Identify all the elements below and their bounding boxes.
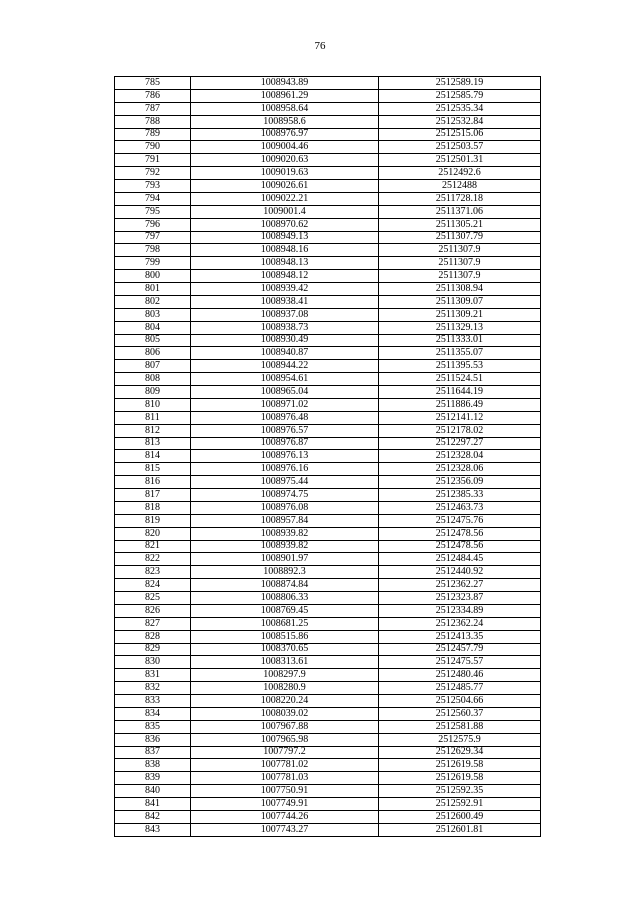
- x-coordinate-cell: 1008874.84: [191, 579, 379, 592]
- table-row: [115, 476, 541, 489]
- point-number-cell: 804: [115, 321, 191, 334]
- y-coordinate-cell: 2512600.49: [379, 810, 541, 823]
- x-coordinate-cell: 1008901.97: [191, 553, 379, 566]
- y-coordinate-cell: 2511307.79: [379, 231, 541, 244]
- point-number-cell: 816: [115, 476, 191, 489]
- x-coordinate-cell: 1007965.98: [191, 733, 379, 746]
- point-number-cell: 787: [115, 102, 191, 115]
- x-coordinate-cell: 1008930.49: [191, 334, 379, 347]
- y-coordinate-cell: 2512334.89: [379, 604, 541, 617]
- table-row: [115, 604, 541, 617]
- point-number-cell: 819: [115, 514, 191, 527]
- point-number-cell: 788: [115, 115, 191, 128]
- y-coordinate-cell: 2511307.9: [379, 257, 541, 270]
- x-coordinate-cell: 1008965.04: [191, 386, 379, 399]
- point-number-cell: 833: [115, 695, 191, 708]
- y-coordinate-cell: 2512503.57: [379, 141, 541, 154]
- x-coordinate-cell: 1008220.24: [191, 695, 379, 708]
- point-number-cell: 795: [115, 205, 191, 218]
- y-coordinate-cell: 2511333.01: [379, 334, 541, 347]
- point-number-cell: 817: [115, 489, 191, 502]
- point-number-cell: 800: [115, 270, 191, 283]
- point-number-cell: 820: [115, 527, 191, 540]
- y-coordinate-cell: 2512592.35: [379, 785, 541, 798]
- y-coordinate-cell: 2511395.53: [379, 360, 541, 373]
- point-number-cell: 797: [115, 231, 191, 244]
- point-number-cell: 842: [115, 810, 191, 823]
- table-row: [115, 823, 541, 836]
- point-number-cell: 815: [115, 463, 191, 476]
- table-row: [115, 154, 541, 167]
- x-coordinate-cell: 1008940.87: [191, 347, 379, 360]
- y-coordinate-cell: 2512560.37: [379, 707, 541, 720]
- x-coordinate-cell: 1009019.63: [191, 167, 379, 180]
- point-number-cell: 794: [115, 192, 191, 205]
- x-coordinate-cell: 1008948.13: [191, 257, 379, 270]
- x-coordinate-cell: 1008975.44: [191, 476, 379, 489]
- y-coordinate-cell: 2512323.87: [379, 592, 541, 605]
- y-coordinate-cell: 2511644.19: [379, 386, 541, 399]
- x-coordinate-cell: 1008976.13: [191, 450, 379, 463]
- point-number-cell: 818: [115, 501, 191, 514]
- table-row: [115, 283, 541, 296]
- table-row: [115, 102, 541, 115]
- table-row: [115, 398, 541, 411]
- table-row: [115, 501, 541, 514]
- x-coordinate-cell: 1008949.13: [191, 231, 379, 244]
- table-row: [115, 89, 541, 102]
- table-row: [115, 785, 541, 798]
- point-number-cell: 839: [115, 772, 191, 785]
- table-row: [115, 141, 541, 154]
- table-row: [115, 643, 541, 656]
- point-number-cell: 836: [115, 733, 191, 746]
- x-coordinate-cell: 1008976.16: [191, 463, 379, 476]
- x-coordinate-cell: 1008971.02: [191, 398, 379, 411]
- table-row: [115, 695, 541, 708]
- x-coordinate-cell: 1008039.02: [191, 707, 379, 720]
- point-number-cell: 806: [115, 347, 191, 360]
- table-row: [115, 527, 541, 540]
- x-coordinate-cell: 1008938.41: [191, 295, 379, 308]
- page-number: 76: [314, 40, 326, 52]
- table-row: [115, 540, 541, 553]
- table-row: [115, 450, 541, 463]
- y-coordinate-cell: 2512601.81: [379, 823, 541, 836]
- point-number-cell: 832: [115, 682, 191, 695]
- table-row: [115, 115, 541, 128]
- table-row: [115, 463, 541, 476]
- y-coordinate-cell: 2512328.04: [379, 450, 541, 463]
- point-number-cell: 835: [115, 720, 191, 733]
- table-row: [115, 489, 541, 502]
- y-coordinate-cell: 2511309.21: [379, 308, 541, 321]
- x-coordinate-cell: 1007744.26: [191, 810, 379, 823]
- table-row: [115, 682, 541, 695]
- table-row: [115, 386, 541, 399]
- table-row: [115, 192, 541, 205]
- x-coordinate-cell: 1008954.61: [191, 373, 379, 386]
- point-number-cell: 823: [115, 566, 191, 579]
- x-coordinate-cell: 1008313.61: [191, 656, 379, 669]
- x-coordinate-cell: 1007967.88: [191, 720, 379, 733]
- x-coordinate-cell: 1007749.91: [191, 798, 379, 811]
- x-coordinate-cell: 1007781.03: [191, 772, 379, 785]
- point-number-cell: 837: [115, 746, 191, 759]
- table-row: [115, 218, 541, 231]
- x-coordinate-cell: 1007781.02: [191, 759, 379, 772]
- point-number-cell: 821: [115, 540, 191, 553]
- table-row: [115, 656, 541, 669]
- point-number-cell: 809: [115, 386, 191, 399]
- y-coordinate-cell: 2511308.94: [379, 283, 541, 296]
- y-coordinate-cell: 2512619.58: [379, 772, 541, 785]
- point-number-cell: 796: [115, 218, 191, 231]
- y-coordinate-cell: 2512619.58: [379, 759, 541, 772]
- y-coordinate-cell: 2512178.02: [379, 424, 541, 437]
- point-number-cell: 826: [115, 604, 191, 617]
- point-number-cell: 810: [115, 398, 191, 411]
- point-number-cell: 841: [115, 798, 191, 811]
- x-coordinate-cell: 1009026.61: [191, 180, 379, 193]
- point-number-cell: 801: [115, 283, 191, 296]
- x-coordinate-cell: 1008974.75: [191, 489, 379, 502]
- point-number-cell: 814: [115, 450, 191, 463]
- y-coordinate-cell: 2511307.9: [379, 244, 541, 257]
- x-coordinate-cell: 1008937.08: [191, 308, 379, 321]
- y-coordinate-cell: 2512592.91: [379, 798, 541, 811]
- y-coordinate-cell: 2512504.66: [379, 695, 541, 708]
- y-coordinate-cell: 2511371.06: [379, 205, 541, 218]
- y-coordinate-cell: 2512413.35: [379, 630, 541, 643]
- y-coordinate-cell: 2512141.12: [379, 411, 541, 424]
- x-coordinate-cell: 1009004.46: [191, 141, 379, 154]
- y-coordinate-cell: 2511307.9: [379, 270, 541, 283]
- point-number-cell: 829: [115, 643, 191, 656]
- y-coordinate-cell: 2511309.07: [379, 295, 541, 308]
- table-row: [115, 231, 541, 244]
- point-number-cell: 789: [115, 128, 191, 141]
- x-coordinate-cell: 1008970.62: [191, 218, 379, 231]
- point-number-cell: 793: [115, 180, 191, 193]
- y-coordinate-cell: 2512478.56: [379, 527, 541, 540]
- x-coordinate-cell: 1007750.91: [191, 785, 379, 798]
- table-row: [115, 759, 541, 772]
- table-row: [115, 244, 541, 257]
- point-number-cell: 828: [115, 630, 191, 643]
- table-row: [115, 746, 541, 759]
- point-number-cell: 825: [115, 592, 191, 605]
- table-row: [115, 630, 541, 643]
- table-row: [115, 424, 541, 437]
- y-coordinate-cell: 2512475.57: [379, 656, 541, 669]
- point-number-cell: 838: [115, 759, 191, 772]
- y-coordinate-cell: 2512581.88: [379, 720, 541, 733]
- point-number-cell: 791: [115, 154, 191, 167]
- table-row: [115, 167, 541, 180]
- table-row: [115, 514, 541, 527]
- x-coordinate-cell: 1008976.08: [191, 501, 379, 514]
- x-coordinate-cell: 1008280.9: [191, 682, 379, 695]
- x-coordinate-cell: 1008958.64: [191, 102, 379, 115]
- point-number-cell: 785: [115, 77, 191, 90]
- point-number-cell: 827: [115, 617, 191, 630]
- x-coordinate-cell: 1008297.9: [191, 669, 379, 682]
- y-coordinate-cell: 2512463.73: [379, 501, 541, 514]
- y-coordinate-cell: 2512356.09: [379, 476, 541, 489]
- point-number-cell: 831: [115, 669, 191, 682]
- table-row: [115, 360, 541, 373]
- x-coordinate-cell: 1008370.65: [191, 643, 379, 656]
- point-number-cell: 803: [115, 308, 191, 321]
- point-number-cell: 805: [115, 334, 191, 347]
- table-row: [115, 772, 541, 785]
- table-row: [115, 334, 541, 347]
- table-row: [115, 295, 541, 308]
- y-coordinate-cell: 2511329.13: [379, 321, 541, 334]
- y-coordinate-cell: 2512328.06: [379, 463, 541, 476]
- point-number-cell: 808: [115, 373, 191, 386]
- point-number-cell: 798: [115, 244, 191, 257]
- point-number-cell: 830: [115, 656, 191, 669]
- point-number-cell: 843: [115, 823, 191, 836]
- table-row: [115, 810, 541, 823]
- table-row: [115, 707, 541, 720]
- x-coordinate-cell: 1008957.84: [191, 514, 379, 527]
- y-coordinate-cell: 2512362.24: [379, 617, 541, 630]
- y-coordinate-cell: 2512362.27: [379, 579, 541, 592]
- table-row: [115, 669, 541, 682]
- x-coordinate-cell: 1008948.16: [191, 244, 379, 257]
- table-row: [115, 308, 541, 321]
- y-coordinate-cell: 2512440.92: [379, 566, 541, 579]
- y-coordinate-cell: 2512492.6: [379, 167, 541, 180]
- y-coordinate-cell: 2512480.46: [379, 669, 541, 682]
- x-coordinate-cell: 1008681.25: [191, 617, 379, 630]
- y-coordinate-cell: 2512485.77: [379, 682, 541, 695]
- y-coordinate-cell: 2511886.49: [379, 398, 541, 411]
- point-number-cell: 807: [115, 360, 191, 373]
- x-coordinate-cell: 1007797.2: [191, 746, 379, 759]
- y-coordinate-cell: 2512532.84: [379, 115, 541, 128]
- y-coordinate-cell: 2512475.76: [379, 514, 541, 527]
- y-coordinate-cell: 2512535.34: [379, 102, 541, 115]
- x-coordinate-cell: 1008976.48: [191, 411, 379, 424]
- x-coordinate-cell: 1008944.22: [191, 360, 379, 373]
- x-coordinate-cell: 1008769.45: [191, 604, 379, 617]
- table-row: [115, 592, 541, 605]
- y-coordinate-cell: 2511355.07: [379, 347, 541, 360]
- table-row: [115, 579, 541, 592]
- table-row: [115, 720, 541, 733]
- coordinate-table: [114, 76, 541, 837]
- table-row: [115, 798, 541, 811]
- x-coordinate-cell: 1009022.21: [191, 192, 379, 205]
- x-coordinate-cell: 1009020.63: [191, 154, 379, 167]
- table-row: [115, 180, 541, 193]
- table-row: [115, 270, 541, 283]
- table-row: [115, 205, 541, 218]
- x-coordinate-cell: 1008806.33: [191, 592, 379, 605]
- x-coordinate-cell: 1008976.97: [191, 128, 379, 141]
- x-coordinate-cell: 1008948.12: [191, 270, 379, 283]
- y-coordinate-cell: 2512484.45: [379, 553, 541, 566]
- x-coordinate-cell: 1008939.42: [191, 283, 379, 296]
- x-coordinate-cell: 1009001.4: [191, 205, 379, 218]
- table-row: [115, 77, 541, 90]
- point-number-cell: 834: [115, 707, 191, 720]
- table-row: [115, 411, 541, 424]
- x-coordinate-cell: 1008892.3: [191, 566, 379, 579]
- y-coordinate-cell: 2512501.31: [379, 154, 541, 167]
- y-coordinate-cell: 2512297.27: [379, 437, 541, 450]
- point-number-cell: 802: [115, 295, 191, 308]
- table-row: [115, 373, 541, 386]
- table-row: [115, 437, 541, 450]
- y-coordinate-cell: 2512515.06: [379, 128, 541, 141]
- y-coordinate-cell: 2511524.51: [379, 373, 541, 386]
- point-number-cell: 812: [115, 424, 191, 437]
- point-number-cell: 799: [115, 257, 191, 270]
- table-row: [115, 617, 541, 630]
- y-coordinate-cell: 2512585.79: [379, 89, 541, 102]
- x-coordinate-cell: 1008939.82: [191, 540, 379, 553]
- x-coordinate-cell: 1008976.87: [191, 437, 379, 450]
- point-number-cell: 811: [115, 411, 191, 424]
- table-row: [115, 566, 541, 579]
- coordinate-table-body: [115, 77, 541, 837]
- point-number-cell: 822: [115, 553, 191, 566]
- x-coordinate-cell: 1008938.73: [191, 321, 379, 334]
- point-number-cell: 813: [115, 437, 191, 450]
- x-coordinate-cell: 1008943.89: [191, 77, 379, 90]
- point-number-cell: 786: [115, 89, 191, 102]
- table-row: [115, 347, 541, 360]
- y-coordinate-cell: 2512478.56: [379, 540, 541, 553]
- x-coordinate-cell: 1008976.57: [191, 424, 379, 437]
- x-coordinate-cell: 1008961.29: [191, 89, 379, 102]
- point-number-cell: 824: [115, 579, 191, 592]
- point-number-cell: 840: [115, 785, 191, 798]
- y-coordinate-cell: 2512385.33: [379, 489, 541, 502]
- x-coordinate-cell: 1008515.86: [191, 630, 379, 643]
- y-coordinate-cell: 2512629.34: [379, 746, 541, 759]
- y-coordinate-cell: 2512457.79: [379, 643, 541, 656]
- y-coordinate-cell: 2511305.21: [379, 218, 541, 231]
- y-coordinate-cell: 2512575.9: [379, 733, 541, 746]
- point-number-cell: 792: [115, 167, 191, 180]
- table-row: [115, 257, 541, 270]
- x-coordinate-cell: 1008939.82: [191, 527, 379, 540]
- table-row: [115, 733, 541, 746]
- y-coordinate-cell: 2512488: [379, 180, 541, 193]
- point-number-cell: 790: [115, 141, 191, 154]
- x-coordinate-cell: 1007743.27: [191, 823, 379, 836]
- table-row: [115, 128, 541, 141]
- table-row: [115, 553, 541, 566]
- table-row: [115, 321, 541, 334]
- y-coordinate-cell: 2511728.18: [379, 192, 541, 205]
- x-coordinate-cell: 1008958.6: [191, 115, 379, 128]
- y-coordinate-cell: 2512589.19: [379, 77, 541, 90]
